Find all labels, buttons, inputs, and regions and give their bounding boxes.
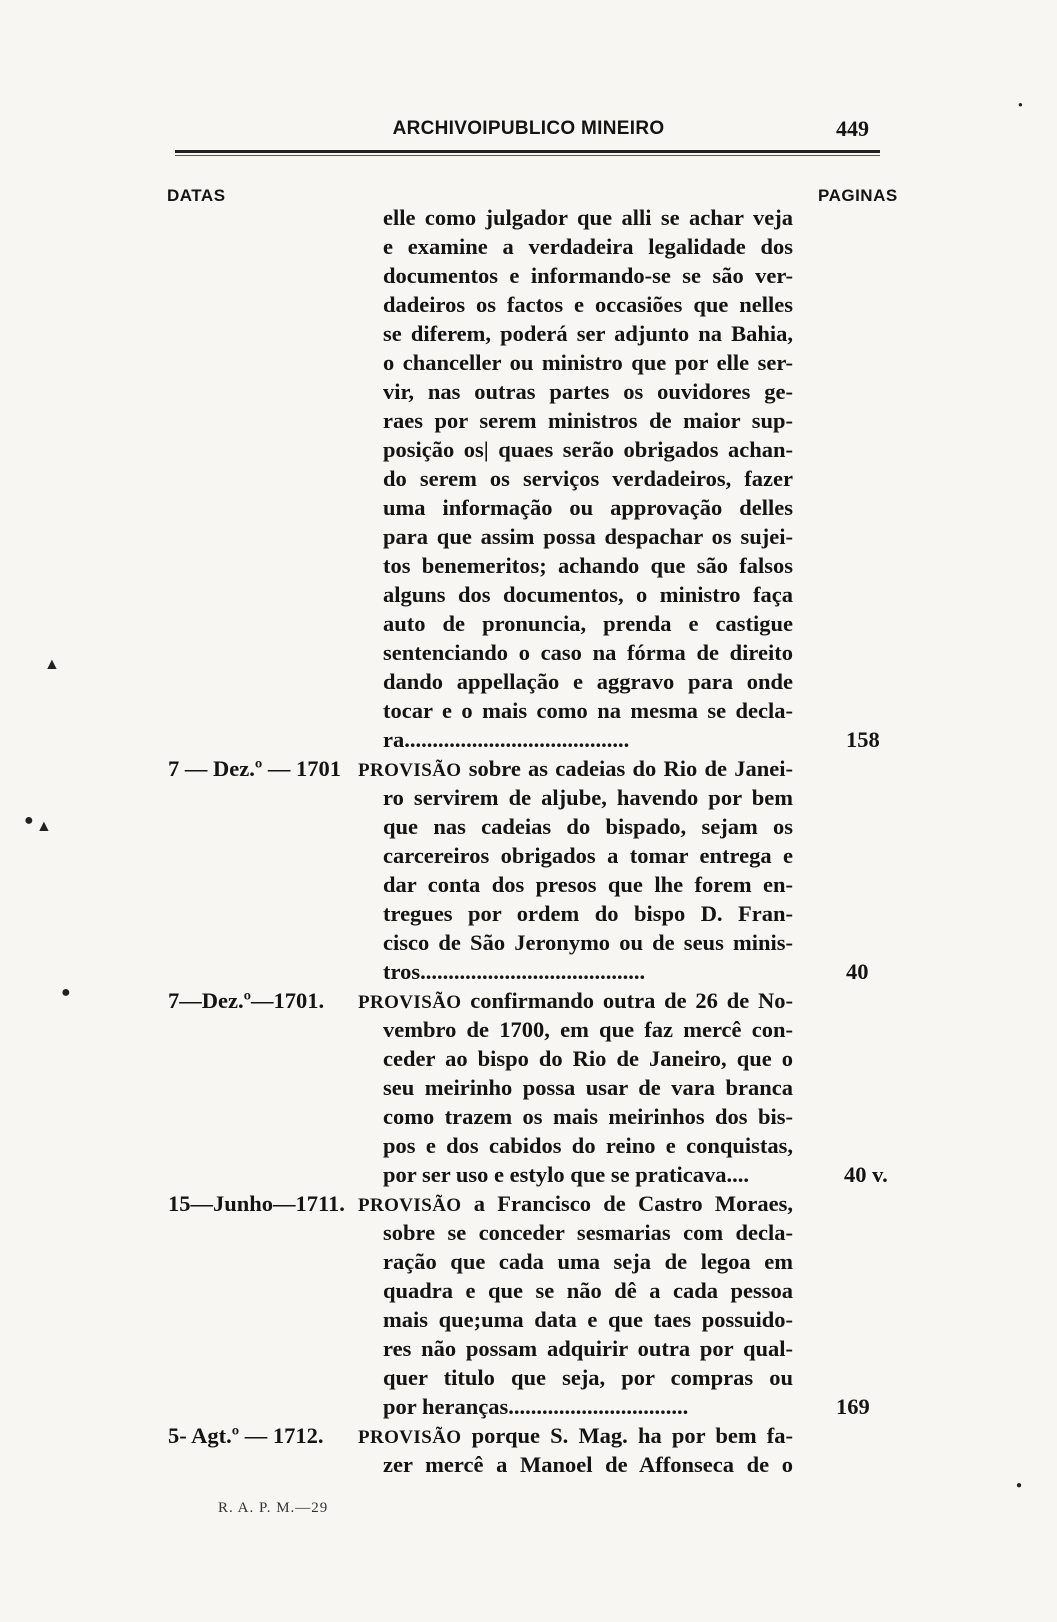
entry-text-line [358,1189,793,1220]
entry-text-line: tregues por ordem do bispo D. Fran- [383,901,793,926]
entry-text-line: tocar e o mais como na mesma se decla- [383,698,793,723]
entry-text-line [358,1421,793,1452]
entry-text-line: carcereiros obrigados a tomar entrega e [383,843,793,868]
entry-text-line: e examine a verdadeira legalidade dos [383,234,793,259]
entry-text-line: uma informação ou approvação delles [383,495,793,520]
entry-text-fragment: porque S. Mag. ha por bem fa- [461,1423,793,1448]
entry-text-line: dadeiros os factos e occasiões que nelles [383,292,793,317]
entry-text-line: alguns dos documentos, o ministro faça [383,582,793,607]
entry-text-line: ro servirem de aljube, havendo por bem [383,785,793,810]
entry-text-line: res não possam adquirir outra por qual- [383,1336,793,1361]
entry-text-line: para que assim possa despachar os sujei- [383,524,793,549]
entry-text-fragment: sobre as cadeias do Rio de Janei- [461,756,793,781]
entry-text-line: pos e dos cabidos do reino e conquistas, [383,1133,793,1158]
entry-text-line: como trazem os mais meirinhos dos bis- [383,1104,793,1129]
entry-text-line: o chanceller ou ministro que por elle ser- [383,350,793,375]
margin-speck-icon: ● [24,812,34,829]
entry-date: 7—Dez.º—1701. [168,988,325,1013]
entry-text-line: zer mercê a Manoel de Affonseca de o [383,1452,793,1477]
entry-text-fragment: confirmando outra de 26 de No- [461,988,793,1013]
running-title: ARCHIVOIPUBLICO MINEIRO [392,118,665,139]
margin-speck-icon: ▲ [44,656,60,673]
entry-text-line: por ser uso e estylo que se praticava.... [383,1162,750,1187]
entry-text-line [358,754,793,785]
margin-speck-icon: ▲ [36,818,52,835]
entry-date: 5- Agt.º — 1712. [168,1423,324,1448]
dates-column-label: DATAS [167,186,226,205]
entry-text-line: tos benemeritos; achando que são falsos [383,553,793,578]
entry-leader-line: ra........................................ [383,727,630,752]
entry-text-line: auto de pronuncia, prenda e castigue [383,611,793,636]
entry-text-line: sentenciando o caso na fórma de direito [383,640,793,665]
entry-text-line: documentos e informando-se se são ver- [383,263,793,288]
entry-text-line: que nas cadeias do bispado, sejam os [383,814,793,839]
entry-text-line: do serem os serviços verdadeiros, fazer [383,466,793,491]
entry-text-line: dando appellação e aggravo para onde [383,669,793,694]
entry-text-line: vembro de 1700, em que faz mercê con- [383,1017,793,1042]
entry-text-line: se diferem, poderá ser adjunto na Bahia, [383,321,793,346]
margin-speck-icon: ● [61,984,71,1001]
pages-column-label: PAGINAS [818,186,898,205]
entry-text-line: quadra e que se não dê a cada pessoa [383,1278,793,1303]
entry-keyword: PROVISÃO [358,1195,462,1216]
page-number: 449 [836,116,869,141]
entry-keyword: PROVISÃO [358,760,462,781]
entry-text-line: dar conta dos presos que lhe forem en- [383,872,793,897]
entry-text-line: cisco de São Jeronymo ou de seus minis- [383,930,793,955]
entry-keyword: PROVISÃO [358,992,462,1013]
entry-leader-line: tros........................................ [383,959,646,984]
entry-text-line: elle como julgador que alli se achar veja [383,205,793,230]
entry-leader-line: por heranças................................ [383,1394,689,1419]
entry-text-line: seu meirinho possa usar de vara branca [383,1075,793,1100]
entry-text-line: mais que;uma data e que taes possuido- [383,1307,793,1332]
entry-text-line: sobre se conceder sesmarias com decla- [383,1220,793,1245]
entry-text-fragment: a Francisco de Castro Moraes, [461,1191,793,1216]
header-rule-thin [175,155,880,156]
signature-mark: R. A. P. M.—29 [218,1500,329,1516]
entry-text-line [358,986,793,1017]
page-reference: 158 [846,727,880,752]
entry-text-line: quer titulo que seja, por compras ou [383,1365,793,1390]
page-reference: 40 v. [844,1162,888,1187]
entry-date: 7 — Dez.º — 1701 [168,756,342,781]
entry-date: 15—Junho—1711. [168,1191,345,1216]
entry-keyword: PROVISÃO [358,1427,462,1448]
page-reference: 40 [846,959,869,984]
entry-text-line: posição os| quaes serão obrigados achan- [383,437,793,462]
entry-text-line: ração que cada uma seja de legoa em [383,1249,793,1274]
margin-speck-icon: ● [1018,100,1023,109]
entry-text-line: ceder ao bispo do Rio de Janeiro, que o [383,1046,793,1071]
entry-text-line: raes por serem ministros de maior sup- [383,408,793,433]
margin-speck-icon: ● [1016,1480,1023,1491]
header-rule [175,150,880,153]
page-reference: 169 [836,1394,870,1419]
entry-text-line: vir, nas outras partes os ouvidores ge- [383,379,793,404]
